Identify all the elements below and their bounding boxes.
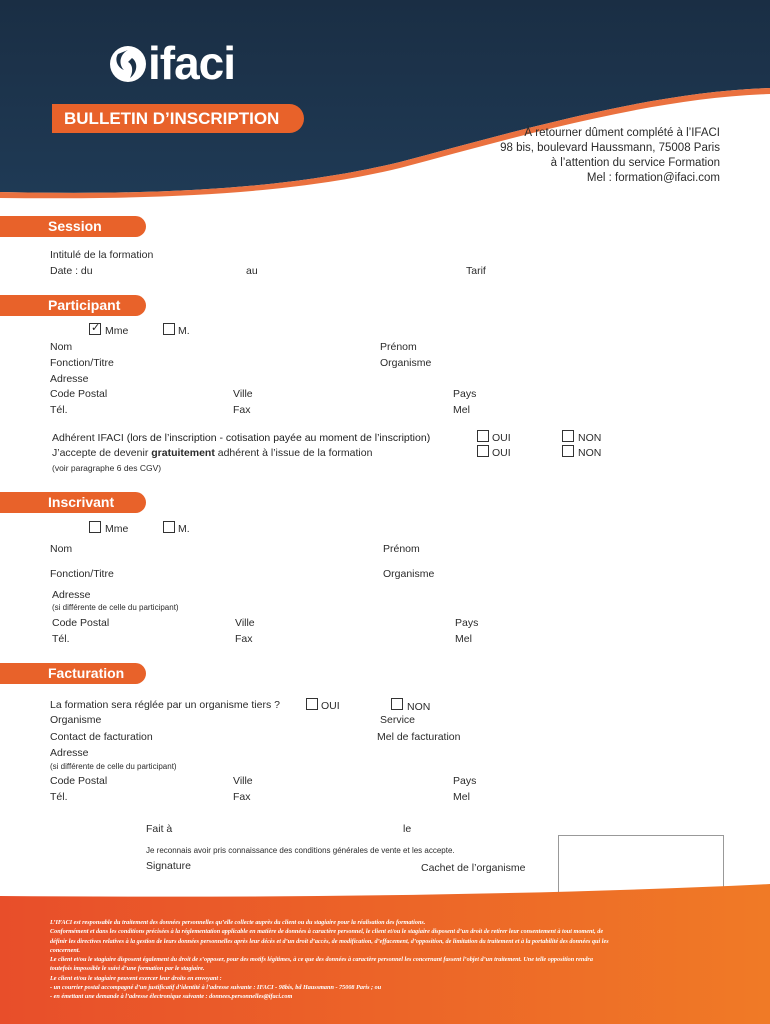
inscrivant-mme-label: Mme xyxy=(105,523,129,535)
facturation-oui-label: OUI xyxy=(321,700,340,712)
facturation-adresse-label[interactable]: Adresse xyxy=(50,747,89,759)
accept-rest: adhérent à l’issue de la formation xyxy=(214,447,373,459)
footer-line: Le client et/ou le stagiaire disposent également du droit de s’opposer, pour des motifs légitimes, à ce que des données à caractère personnel les concernant fassent l’objet d’un traitement. Une telle opposition rendra xyxy=(50,956,593,964)
participant-organisme-label[interactable]: Organisme xyxy=(380,357,432,369)
participant-mme-checkbox[interactable] xyxy=(89,323,101,335)
facturation-question: La formation sera réglée par un organisme tiers ? xyxy=(50,699,280,711)
inscrivant-m-label: M. xyxy=(178,523,190,535)
facturation-organisme-label[interactable]: Organisme xyxy=(50,714,102,726)
tarif-label[interactable]: Tarif xyxy=(466,265,486,277)
participant-tel-label[interactable]: Tél. xyxy=(50,404,68,416)
accept-text xyxy=(52,447,372,459)
inscrivant-pays-label[interactable]: Pays xyxy=(455,617,479,629)
facturation-non-checkbox[interactable] xyxy=(391,698,403,710)
accept-non-checkbox[interactable] xyxy=(562,445,574,457)
participant-mel-label[interactable]: Mel xyxy=(453,404,470,416)
accept-oui-checkbox[interactable] xyxy=(477,445,489,457)
inscrivant-ville-label[interactable]: Ville xyxy=(235,617,255,629)
fait-a-label[interactable]: Fait à xyxy=(146,823,173,835)
intitule-label[interactable]: Intitulé de la formation xyxy=(50,249,154,261)
return-line-2: 98 bis, boulevard Haussmann, 75008 Paris xyxy=(500,142,720,154)
adherent-oui-label: OUI xyxy=(492,432,511,444)
footer-line: toutefois impossible le suivi d’une formation par le stagiaire. xyxy=(50,965,205,973)
conditions-text: Je reconnais avoir pris connaissance des conditions générales de vente et les accepte. xyxy=(146,846,455,855)
inscrivant-mel-label[interactable]: Mel xyxy=(455,633,472,645)
return-line-3: à l’attention du service Formation xyxy=(550,157,720,169)
section-facturation: Facturation xyxy=(0,663,146,684)
footer-line: Le client et/ou le stagiaire peuvent exercer leur droits en envoyant : xyxy=(50,974,222,982)
facturation-mel-label[interactable]: Mel xyxy=(453,791,470,803)
adherent-prefix: Adhérent IFACI xyxy=(52,432,127,444)
accept-non-label: NON xyxy=(578,447,602,459)
facturation-mel-facturation-label[interactable]: Mel de facturation xyxy=(377,731,461,743)
section-participant: Participant xyxy=(0,295,146,316)
participant-nom-label[interactable]: Nom xyxy=(50,341,73,353)
accept-bold: gratuitement xyxy=(151,447,215,459)
adherent-rest: (lors de l’inscription - cotisation payée au moment de l’inscription) xyxy=(126,432,431,444)
accept-oui-label: OUI xyxy=(492,447,511,459)
adherent-non-checkbox[interactable] xyxy=(562,430,574,442)
inscrivant-fax-label[interactable]: Fax xyxy=(235,633,253,645)
date-du-label[interactable]: Date : du xyxy=(50,265,93,277)
participant-fax-label[interactable]: Fax xyxy=(233,404,251,416)
footer-line: - en émettant une demande à l’adresse électronique suivante : donnees.personnelles@ifaci.com xyxy=(50,993,293,1001)
footer-privacy-text xyxy=(50,918,730,1002)
participant-adresse-label[interactable]: Adresse xyxy=(50,373,89,385)
le-label[interactable]: le xyxy=(403,823,412,835)
inscrivant-code-postal-label[interactable]: Code Postal xyxy=(52,617,110,629)
facturation-tel-label[interactable]: Tél. xyxy=(50,791,68,803)
ifaci-logo-icon xyxy=(108,44,148,84)
facturation-code-postal-label[interactable]: Code Postal xyxy=(50,775,108,787)
section-session: Session xyxy=(0,216,146,237)
section-inscrivant: Inscrivant xyxy=(0,492,146,513)
facturation-ville-label[interactable]: Ville xyxy=(233,775,253,787)
facturation-service-label[interactable]: Service xyxy=(380,714,416,726)
form-title: BULLETIN D’INSCRIPTION xyxy=(52,104,304,133)
participant-m-checkbox[interactable] xyxy=(163,323,175,335)
inscrivant-m-checkbox[interactable] xyxy=(163,521,175,533)
signature-label[interactable]: Signature xyxy=(146,860,191,872)
inscrivant-adresse-label[interactable]: Adresse xyxy=(52,589,91,601)
footer-line: Conformément et dans les conditions précisées à la réglementation applicable en matière de données à caractère personnel, le client et/ou le stagiaire disposent d’un droit de retirer leur consentement à tout moment, de xyxy=(50,928,604,936)
ifaci-logo-text: ifaci xyxy=(148,37,236,89)
inscrivant-nom-label[interactable]: Nom xyxy=(50,543,73,555)
participant-mme-label: Mme xyxy=(105,325,129,337)
participant-fonction-label[interactable]: Fonction/Titre xyxy=(50,357,114,369)
facturation-non-label: NON xyxy=(407,701,431,713)
participant-code-postal-label[interactable]: Code Postal xyxy=(50,388,108,400)
participant-pays-label[interactable]: Pays xyxy=(453,388,477,400)
adherent-non-label: NON xyxy=(578,432,602,444)
footer-line: concernent. xyxy=(50,946,81,954)
adherent-oui-checkbox[interactable] xyxy=(477,430,489,442)
return-address xyxy=(500,126,720,186)
participant-m-label: M. xyxy=(178,325,190,337)
cachet-label: Cachet de l’organisme xyxy=(421,862,526,874)
facturation-oui-checkbox[interactable] xyxy=(306,698,318,710)
inscrivant-fonction-label[interactable]: Fonction/Titre xyxy=(50,568,114,580)
inscrivant-organisme-label[interactable]: Organisme xyxy=(383,568,435,580)
inscrivant-adresse-note: (si différente de celle du participant) xyxy=(52,603,179,612)
inscrivant-prenom-label[interactable]: Prénom xyxy=(383,543,420,555)
return-line-1: À retourner dûment complété à l’IFACI xyxy=(524,127,720,139)
facturation-pays-label[interactable]: Pays xyxy=(453,775,477,787)
footer-line: - un courrier postal accompagné d’un justificatif d’identité à l’adresse suivante : IFACI - 98bis, bd Haussmann - 75008 Paris ; ou xyxy=(50,984,382,992)
facturation-contact-label[interactable]: Contact de facturation xyxy=(50,731,153,743)
facturation-adresse-note: (si différente de celle du participant) xyxy=(50,762,177,771)
footer-line: L’IFACI est responsable du traitement des données personnelles qu’elle collecte auprès du client ou du stagiaire pour la réalisation des formations. xyxy=(50,919,426,926)
participant-ville-label[interactable]: Ville xyxy=(233,388,253,400)
return-line-4: Mel : formation@ifaci.com xyxy=(586,172,720,184)
inscrivant-tel-label[interactable]: Tél. xyxy=(52,633,70,645)
footer-line: définir les directives relatives à la gestion de leurs données personnelles après leur décès et d’un droit d’accès, de modification, d’effacement, d’opposition, de limitation du traitement et à la portabilité des données qui les xyxy=(50,937,609,945)
accept-prefix: J’accepte de devenir xyxy=(52,447,152,459)
adherent-text xyxy=(52,432,430,444)
date-au-label[interactable]: au xyxy=(246,265,258,277)
participant-prenom-label[interactable]: Prénom xyxy=(380,341,417,353)
facturation-fax-label[interactable]: Fax xyxy=(233,791,251,803)
inscrivant-mme-checkbox[interactable] xyxy=(89,521,101,533)
cgv-note: (voir paragraphe 6 des CGV) xyxy=(52,463,162,473)
